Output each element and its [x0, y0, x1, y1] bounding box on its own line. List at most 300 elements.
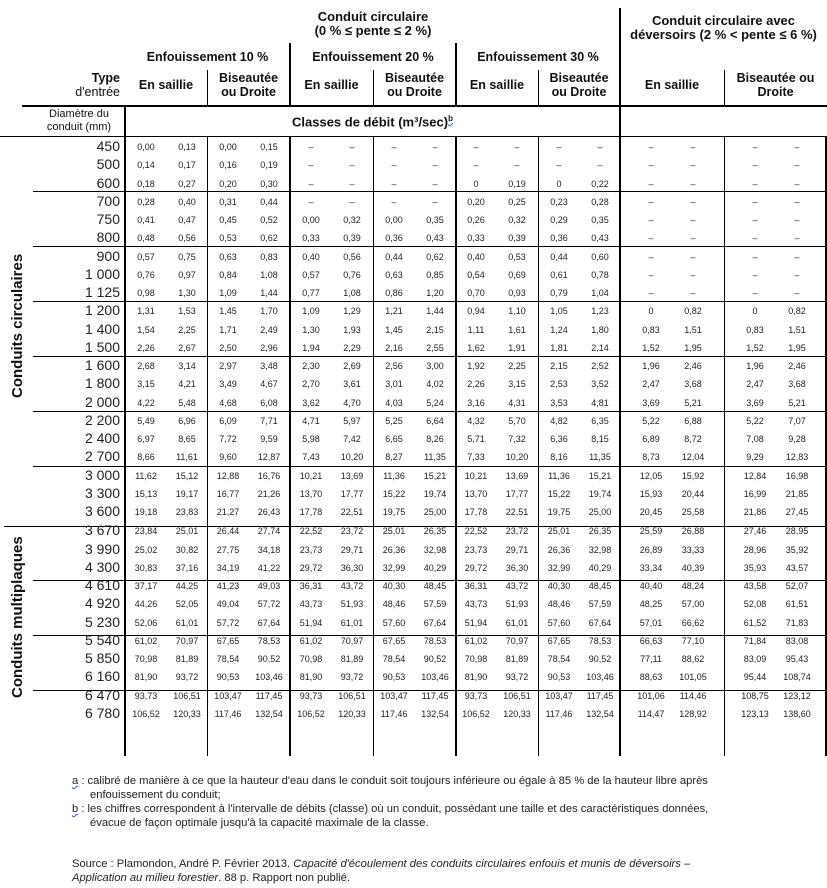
diameter-value: 600 [96, 174, 120, 191]
table-cell: 0,30 [260, 178, 278, 189]
table-cell: 103,46 [255, 672, 283, 683]
table-cell: 19,75 [382, 507, 406, 517]
table-cell: 0,00 [219, 142, 237, 152]
table-cell: 78,53 [423, 635, 447, 646]
diameter-value: 1 125 [84, 284, 120, 300]
diameter-value: 6 160 [84, 668, 120, 685]
table-cell: 0,82 [788, 306, 806, 317]
table-cell: 0,20 [467, 196, 485, 207]
table-cell: 23,83 [175, 507, 199, 517]
diameter-value: 2 200 [84, 411, 120, 428]
table-cell: 0,70 [467, 288, 485, 298]
table-cell: 2,25 [178, 324, 196, 335]
table-cell: 0,39 [343, 233, 361, 244]
table-cell: 71,84 [743, 635, 767, 646]
table-cell: 0,39 [508, 233, 526, 244]
table-cell: 7,42 [343, 434, 361, 444]
table-cell: 8,66 [137, 452, 155, 463]
table-cell: 117,45 [255, 690, 283, 701]
table-cell: 12,84 [743, 470, 767, 481]
table-cell: 4,22 [137, 397, 155, 408]
table-cell: 1,52 [642, 342, 660, 353]
table-cell: 0,29 [550, 215, 568, 225]
table-cell: 0,53 [219, 233, 237, 244]
table-cell: 35,92 [785, 544, 809, 555]
table-cell: 0,25 [508, 196, 526, 207]
table-cell: 1,04 [591, 288, 609, 298]
table-cell: 15,12 [175, 470, 199, 481]
table-cell: 36,30 [340, 562, 364, 573]
table-cell: 0,53 [508, 251, 526, 262]
table-cell: 2,96 [260, 342, 278, 353]
table-cell: 0,44 [550, 251, 568, 262]
table-cell: 0,57 [137, 251, 155, 262]
table-cell: 1,44 [260, 288, 278, 298]
table-cell: 6,88 [684, 415, 702, 426]
diametre-line1: Diamètre du [49, 108, 109, 120]
table-cell: 1,09 [302, 306, 320, 317]
table-cell: 4,70 [343, 397, 361, 408]
table-cell: 43,58 [743, 581, 767, 591]
table-cell: 5,24 [426, 397, 444, 408]
table-cell: 10,21 [299, 470, 323, 481]
table-cell: 7,32 [508, 434, 526, 444]
table-cell: – [597, 160, 603, 171]
table-cell: 0,83 [260, 251, 278, 262]
type-entree-line2: d'entrée [75, 85, 120, 99]
table-cell: 81,90 [464, 672, 488, 683]
table-cell: 25,02 [134, 544, 158, 555]
table-cell: 22,52 [299, 526, 323, 537]
group-header-deversoirs [620, 14, 827, 42]
table-cell: 4,71 [302, 415, 320, 426]
table-cell: 32,98 [588, 544, 612, 555]
header-diametre [36, 108, 122, 134]
table-cell: 77,11 [640, 654, 662, 664]
table-cell: 15,93 [639, 488, 663, 499]
table-cell: 29,71 [340, 544, 364, 555]
table-cell: 8,73 [642, 452, 660, 463]
subheader-en-saillie: En saillie [138, 78, 194, 92]
table-cell: 77,10 [681, 635, 705, 646]
table-cell: 7,71 [260, 415, 278, 426]
table-cell: 5,48 [178, 397, 196, 408]
table-cell: 33,33 [681, 544, 705, 555]
table-cell: 3,61 [343, 379, 361, 390]
table-cell: 2,15 [550, 361, 568, 371]
table-cell: 19,74 [588, 488, 612, 499]
table-cell: 0,76 [137, 269, 155, 280]
subheader-biseautee [373, 71, 456, 99]
table-cell: 22,51 [505, 507, 529, 517]
table-cell: – [794, 288, 800, 298]
side-label-conduits-circulaires: Conduits circulaires [9, 253, 26, 398]
table-cell: 2,53 [550, 379, 568, 390]
table-cell: 0,15 [260, 142, 278, 152]
table-cell: 0,35 [591, 215, 609, 225]
table-cell: 70,98 [464, 654, 488, 664]
table-cell: 93,72 [175, 672, 199, 683]
table-cell: 66,62 [681, 617, 705, 628]
table-cell: 67,64 [423, 617, 447, 628]
table-cell: 36,31 [464, 581, 488, 591]
table-cell: 23,84 [134, 526, 158, 537]
biseautee-line2: ou Droite [221, 85, 276, 99]
table-cell: – [391, 196, 397, 207]
table-cell: – [556, 142, 562, 152]
table-cell: 48,45 [588, 581, 612, 591]
table-cell: 36,30 [505, 562, 529, 573]
table-cell: 93,73 [134, 690, 158, 701]
table-cell: 57,01 [639, 617, 663, 628]
table-cell: 25,01 [175, 526, 199, 537]
table-cell: – [391, 160, 397, 171]
divider [207, 70, 208, 106]
table-cell: 5,22 [746, 415, 764, 426]
table-cell: 0,31 [219, 196, 237, 207]
table-cell: 90,53 [547, 672, 571, 683]
table-cell: 78,53 [257, 635, 281, 646]
table-cell: 61,01 [175, 617, 199, 628]
table-cell: 20,45 [639, 507, 663, 517]
table-cell: 83,09 [743, 654, 767, 664]
table-cell: 48,46 [382, 599, 406, 610]
table-cell: 44,26 [134, 599, 158, 610]
table-cell: 7,43 [302, 452, 320, 463]
footnote-a-text: : calibré de manière à ce que la hauteur d'eau dans le conduit soit toujours inférieure ou égale à 85 % de la hauteur libre après [78, 775, 708, 787]
table-cell: 34,18 [257, 544, 281, 555]
table-cell: 25,00 [423, 507, 447, 517]
diameter-value: 700 [96, 192, 120, 209]
table-cell: 67,65 [547, 635, 571, 646]
table-cell: 1,53 [178, 306, 196, 317]
table-cell: 0,28 [591, 196, 609, 207]
table-cell: – [648, 142, 654, 152]
table-cell: – [794, 269, 800, 280]
table-cell: 0,75 [178, 251, 196, 262]
subheader-biseautee-droite [724, 71, 827, 99]
table-cell: 15,92 [681, 470, 705, 481]
table-cell: – [514, 142, 520, 152]
table-cell: 1,91 [508, 342, 526, 353]
table-cell: 26,44 [216, 526, 240, 537]
group2-subtitle: déversoirs (2 % < pente ≤ 6 %) [630, 27, 817, 42]
table-cell: 11,61 [176, 452, 198, 463]
table-cell: 26,36 [547, 544, 571, 555]
table-cell: 2,29 [343, 342, 361, 353]
divider [724, 70, 725, 106]
table-cell: 0,43 [426, 233, 444, 244]
table-cell: 90,53 [382, 672, 406, 683]
table-cell: – [391, 178, 397, 189]
table-cell: – [308, 160, 314, 171]
classes-footnote-ref: b [448, 114, 453, 123]
table-cell: 3,49 [219, 379, 237, 390]
table-cell: 2,67 [178, 342, 196, 353]
header-enfouissement-30: Enfouissement 30 % [477, 50, 599, 64]
table-cell: 5,25 [385, 415, 403, 426]
table-cell: – [690, 269, 696, 280]
divider [619, 8, 621, 106]
table-cell: 1,80 [591, 324, 609, 335]
diameter-value: 1 400 [84, 320, 120, 337]
table-cell: 67,65 [216, 635, 240, 646]
table-cell: 40,29 [423, 562, 447, 573]
table-cell: 0,28 [137, 196, 155, 207]
table-cell: 32,99 [547, 562, 571, 573]
header-rule [22, 105, 827, 107]
table-cell: 0,40 [178, 196, 196, 207]
table-cell: 29,71 [505, 544, 529, 555]
diameter-value: 3 000 [84, 466, 120, 483]
table-cell: 95,43 [785, 654, 809, 664]
table-cell: 4,31 [508, 397, 526, 408]
table-cell: 106,52 [132, 708, 160, 719]
table-cell: 8,65 [178, 434, 196, 444]
table-cell: – [690, 215, 696, 225]
table-cell: 108,74 [783, 672, 811, 683]
table-cell: 5,21 [684, 397, 702, 408]
table-cell: 0,40 [302, 251, 320, 262]
table-cell: 51,93 [505, 599, 529, 610]
table-cell: 2,55 [426, 342, 444, 353]
diameter-value: 5 230 [84, 613, 120, 630]
table-cell: 1,70 [260, 306, 278, 317]
group2-title: Conduit circulaire avec [651, 13, 796, 28]
table-cell: 0,62 [426, 251, 444, 262]
diameter-value: 3 300 [84, 484, 120, 501]
table-cell: – [690, 233, 696, 244]
table-cell: 6,08 [260, 397, 278, 408]
table-cell: 108,75 [741, 690, 769, 701]
table-cell: 20,44 [681, 488, 705, 499]
table-cell: 5,22 [642, 415, 660, 426]
table-cell: 16,76 [257, 470, 281, 481]
table-cell: 1,30 [178, 288, 196, 298]
footnote-b-key: b [72, 803, 79, 815]
table-cell: 106,52 [297, 708, 325, 719]
table-cell: 6,35 [591, 415, 609, 426]
table-cell: 70,98 [134, 654, 158, 664]
source-title-cont: Application au milieu forestier [72, 872, 219, 884]
table-cell: 25,01 [382, 526, 406, 537]
table-cell: 0 [752, 306, 758, 317]
header-enfouissement-20: Enfouissement 20 % [312, 50, 434, 64]
table-cell: – [752, 288, 758, 298]
table-cell: 114,46 [679, 690, 707, 701]
table-cell: 48,24 [681, 581, 705, 591]
table-cell: 0,43 [591, 233, 609, 244]
table-cell: 4,02 [426, 379, 444, 390]
table-cell: – [690, 142, 696, 152]
table-cell: 1,45 [219, 306, 237, 317]
table-cell: 0,13 [178, 142, 196, 152]
table-cell: 40,29 [588, 562, 612, 573]
table-cell: 0,56 [343, 251, 361, 262]
table-cell: 17,78 [464, 507, 488, 517]
table-cell: 7,08 [746, 434, 764, 444]
table-cell: 90,52 [588, 654, 612, 664]
table-cell: 0,61 [550, 269, 568, 280]
table-cell: 9,28 [788, 434, 806, 444]
table-cell: 117,46 [380, 708, 408, 719]
table-cell: 78,54 [216, 654, 240, 664]
table-cell: 49,03 [257, 581, 281, 591]
table-cell: 70,97 [175, 635, 199, 646]
table-cell: 4,68 [219, 397, 237, 408]
diameter-value: 750 [96, 211, 120, 227]
table-cell: 2,15 [426, 324, 444, 335]
table-cell: 3,68 [684, 379, 702, 390]
table-cell: 81,89 [175, 654, 199, 664]
table-cell: 120,33 [503, 708, 531, 719]
table-cell: – [752, 178, 758, 189]
table-cell: 67,64 [588, 617, 612, 628]
table-cell: 0,69 [508, 269, 526, 280]
footnote-b-text: : les chiffres correspondent à l'intervalle de débits (classe) où un conduit, possédant une taille et des caractéristiques données, [78, 803, 709, 815]
table-cell: 16,98 [785, 470, 809, 481]
table-cell: 13,69 [340, 470, 364, 481]
table-cell: – [349, 196, 355, 207]
diameter-value: 1 600 [84, 357, 120, 373]
table-cell: 1,20 [426, 288, 444, 298]
table-cell: 78,54 [382, 654, 406, 664]
table-cell: 93,73 [464, 690, 488, 701]
table-cell: 0,85 [426, 269, 444, 280]
table-cell: 15,22 [382, 488, 406, 499]
table-cell: 51,94 [299, 617, 323, 628]
table-cell: 0,56 [178, 233, 196, 244]
table-cell: – [794, 251, 800, 262]
table-cell: – [308, 142, 314, 152]
table-cell: 90,52 [257, 654, 281, 664]
table-cell: 10,21 [464, 470, 488, 481]
table-cell: 0,27 [178, 178, 196, 189]
table-cell: 40,40 [639, 581, 663, 591]
table-cell: – [648, 196, 654, 207]
table-cell: 1,08 [343, 288, 361, 298]
table-cell: 0,36 [550, 233, 568, 244]
table-cell: 0,94 [467, 306, 485, 317]
table-cell: – [794, 196, 800, 207]
table-cell: 17,77 [340, 488, 364, 499]
table-cell: 0,22 [591, 178, 609, 189]
table-cell: 7,33 [467, 452, 485, 463]
table-cell: 25,01 [547, 526, 571, 537]
table-cell: 1,09 [219, 288, 237, 298]
table-cell: – [648, 160, 654, 171]
table-cell: – [349, 142, 355, 152]
table-cell: 32,99 [382, 562, 406, 573]
table-cell: 2,25 [508, 361, 526, 371]
table-cell: – [308, 196, 314, 207]
table-cell: 21,86 [743, 507, 767, 517]
table-cell: 34,19 [216, 562, 240, 573]
table-cell: 6,65 [385, 434, 403, 444]
table-cell: – [794, 142, 800, 152]
table-cell: 26,43 [257, 507, 281, 517]
header-classes-debit [125, 112, 620, 129]
table-cell: 106,51 [503, 690, 531, 701]
table-cell: 28,96 [743, 544, 767, 555]
table-cell: 57,59 [588, 599, 612, 610]
table-cell: 28,95 [785, 526, 809, 537]
table-cell: 1,23 [591, 306, 609, 317]
table-cell: 3,15 [508, 379, 526, 390]
table-cell: 0,40 [467, 251, 485, 262]
diameter-value: 4 610 [84, 577, 120, 593]
table-cell: 114,47 [637, 708, 665, 719]
table-cell: – [648, 269, 654, 280]
table-cell: 43,73 [299, 599, 323, 610]
table-cell: 0,82 [684, 306, 702, 317]
table-cell: 103,47 [214, 690, 242, 701]
table-cell: 3,14 [178, 361, 196, 371]
diameter-value: 1 200 [84, 302, 120, 319]
table-cell: 25,00 [588, 507, 612, 517]
table-cell: 0,54 [467, 269, 485, 280]
table-cell: 27,74 [257, 526, 281, 537]
table-cell: – [308, 178, 314, 189]
table-cell: 0,14 [137, 160, 155, 171]
table-cell: 2,47 [642, 379, 660, 390]
diameter-value: 3 670 [84, 522, 120, 539]
table-cell: 52,08 [743, 599, 767, 610]
table-cell: 3,68 [788, 379, 806, 390]
table-cell: 1,92 [467, 361, 485, 371]
table-cell: 0,00 [302, 215, 320, 225]
diameter-value: 6 780 [84, 704, 120, 721]
diameter-value: 1 500 [84, 338, 120, 355]
table-cell: 4,82 [550, 415, 568, 426]
table-cell: 3,15 [137, 379, 155, 390]
subheader-en-saillie: En saillie [304, 78, 359, 92]
table-cell: 8,16 [550, 452, 568, 463]
table-cell: 8,26 [426, 434, 444, 444]
table-cell: 61,01 [340, 617, 364, 628]
table-cell: 3,52 [591, 379, 609, 390]
table-cell: – [752, 251, 758, 262]
table-cell: 123,12 [783, 690, 811, 701]
table-cell: 0,35 [426, 215, 444, 225]
diameter-value: 1 000 [84, 265, 120, 282]
table-cell: 103,46 [421, 672, 449, 683]
table-cell: 26,35 [423, 526, 447, 537]
table-cell: 1,54 [137, 324, 155, 335]
table-cell: 90,53 [216, 672, 240, 683]
table-cell: 0,45 [219, 215, 237, 225]
table-cell: 0,63 [219, 251, 237, 262]
table-cell: 88,63 [639, 672, 663, 683]
table-cell: 19,74 [423, 488, 447, 499]
table-cell: 0,48 [137, 233, 155, 244]
table-cell: 83,08 [785, 635, 809, 646]
table-cell: 61,02 [134, 635, 158, 646]
table-cell: 48,25 [639, 599, 663, 610]
table-cell: 21,27 [216, 507, 240, 517]
table-cell: – [556, 160, 562, 171]
table-cell: – [473, 142, 479, 152]
table-cell: 117,46 [545, 708, 573, 719]
table-cell: 5,97 [343, 415, 361, 426]
table-cell: 27,46 [743, 526, 767, 537]
table-cell: 8,27 [385, 452, 403, 463]
footnote-a-key: a [72, 775, 79, 787]
table-cell: 0,20 [219, 178, 237, 189]
table-cell: 93,72 [340, 672, 364, 683]
biseautee-line2: ou Droite [387, 85, 442, 99]
table-cell: 67,65 [382, 635, 406, 646]
